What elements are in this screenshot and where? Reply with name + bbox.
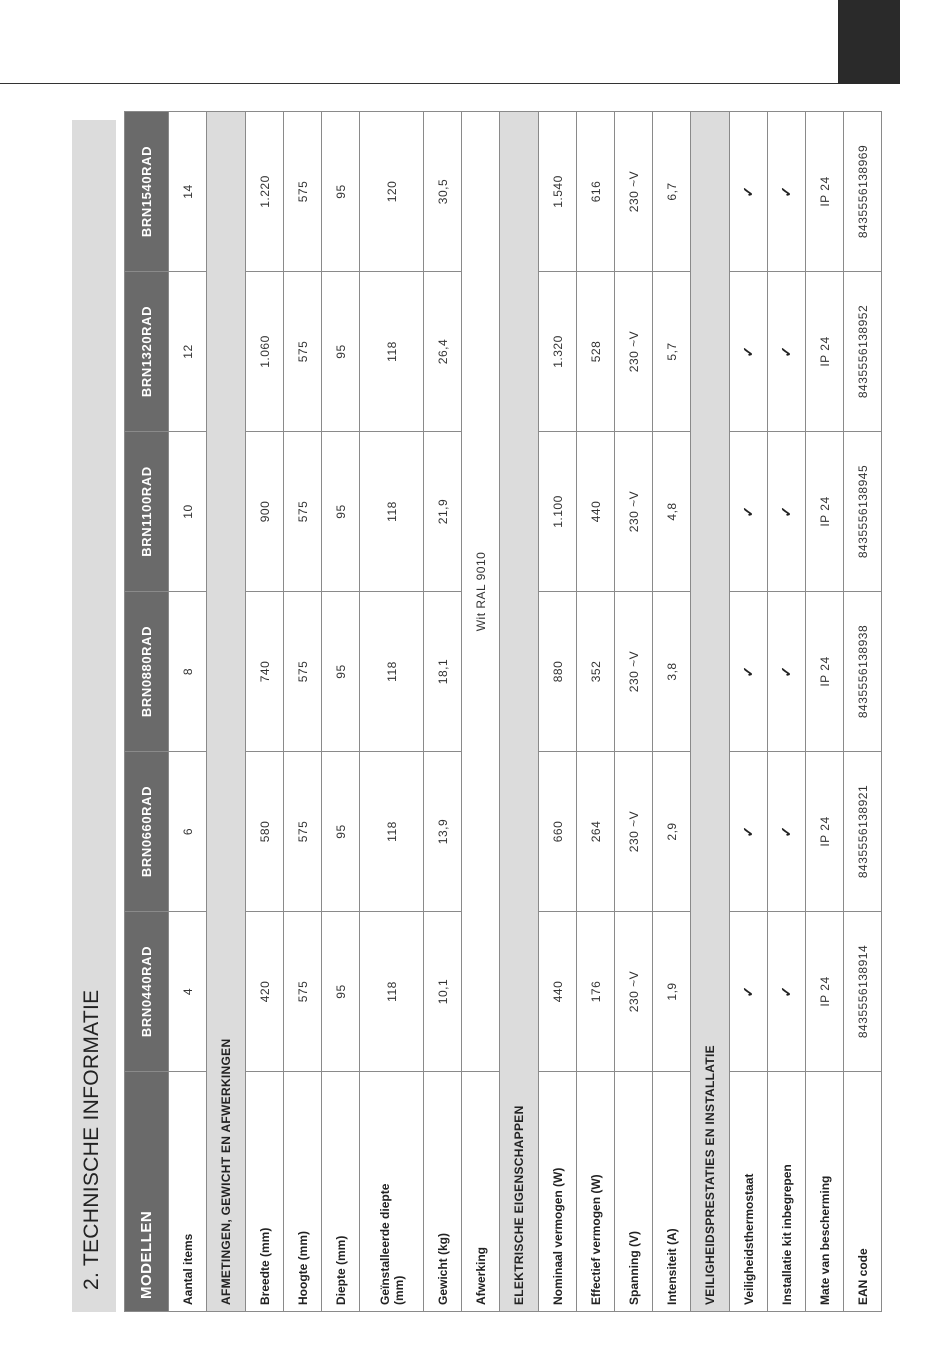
table-cell [768, 432, 806, 592]
checkmark-icon: ✓ [740, 185, 756, 198]
table-cell: 26,4 [424, 272, 462, 432]
section-header: ELEKTRISCHE EIGENSCHAPPEN [500, 112, 539, 1312]
table-cell: 660 [539, 752, 577, 912]
table-row [577, 112, 615, 1312]
table-cell: 14 [169, 112, 207, 272]
table-cell: 10,1 [424, 912, 462, 1072]
table-cell: 8435556138952 [844, 272, 882, 432]
table-cell: 5,7 [653, 272, 691, 432]
table-cell: 4 [169, 912, 207, 1072]
table-cell: IP 24 [806, 432, 844, 592]
table-cell: 13,9 [424, 752, 462, 912]
table-cell: 580 [246, 752, 284, 912]
spec-table [124, 111, 882, 1312]
table-cell: 230 ~V [615, 432, 653, 592]
table-cell: 575 [284, 112, 322, 272]
section-row [691, 112, 730, 1312]
table-cell: 1.100 [539, 432, 577, 592]
table-cell: 440 [577, 432, 615, 592]
table-cell: 1.320 [539, 272, 577, 432]
table-cell: 95 [322, 752, 360, 912]
model-header: BRN0440RAD [125, 912, 169, 1072]
finish-value: Wit RAL 9010 [462, 112, 500, 1072]
table-cell: 900 [246, 432, 284, 592]
table-cell: IP 24 [806, 112, 844, 272]
row-label: EAN code [844, 1072, 882, 1312]
model-header: BRN1320RAD [125, 272, 169, 432]
checkmark-icon: ✓ [778, 985, 794, 998]
row-label: Effectief vermogen (W) [577, 1072, 615, 1312]
table-cell: 740 [246, 592, 284, 752]
table-row [844, 112, 882, 1312]
table-cell: 4,8 [653, 432, 691, 592]
table-cell: 18,1 [424, 592, 462, 752]
table-row [246, 112, 284, 1312]
row-label: Veiligheidsthermostaat [730, 1072, 768, 1312]
table-cell: 118 [360, 752, 424, 912]
table-cell: 1.540 [539, 112, 577, 272]
table-cell: 118 [360, 272, 424, 432]
table-cell: 8435556138938 [844, 592, 882, 752]
table-row [653, 112, 691, 1312]
row-label: Mate van bescherming [806, 1072, 844, 1312]
table-cell: 8435556138921 [844, 752, 882, 912]
checkmark-icon: ✓ [778, 665, 794, 678]
table-cell: 1.060 [246, 272, 284, 432]
table-cell: 95 [322, 272, 360, 432]
checkmark-icon: ✓ [740, 825, 756, 838]
section-header: AFMETINGEN, GEWICHT EN AFWERKINGEN [207, 112, 246, 1312]
table-cell [768, 752, 806, 912]
table-cell: 95 [322, 112, 360, 272]
table-cell: IP 24 [806, 912, 844, 1072]
top-rule [0, 83, 900, 84]
table-cell: 230 ~V [615, 752, 653, 912]
row-label-line: (mm) [391, 1275, 406, 1305]
row-label: Intensiteit (A) [653, 1072, 691, 1312]
section-row [500, 112, 539, 1312]
section-row [207, 112, 246, 1312]
table-cell: 6,7 [653, 112, 691, 272]
table-cell: 440 [539, 912, 577, 1072]
row-label: Hoogte (mm) [284, 1072, 322, 1312]
table-row [806, 112, 844, 1312]
table-cell: 264 [577, 752, 615, 912]
table-cell [768, 112, 806, 272]
table-cell: 230 ~V [615, 272, 653, 432]
table-cell: 118 [360, 912, 424, 1072]
table-cell: 528 [577, 272, 615, 432]
table-cell: 1.220 [246, 112, 284, 272]
row-label: Gewicht (kg) [424, 1072, 462, 1312]
table-cell [730, 112, 768, 272]
table-row [360, 112, 424, 1312]
row-label: Spanning (V) [615, 1072, 653, 1312]
row-label: Afwerking [462, 1072, 500, 1312]
table-cell: 575 [284, 912, 322, 1072]
table-cell: 575 [284, 272, 322, 432]
checkmark-icon: ✓ [778, 505, 794, 518]
row-label: Aantal items [169, 1072, 207, 1312]
row-label: Nominaal vermogen (W) [539, 1072, 577, 1312]
table-cell: 575 [284, 752, 322, 912]
rotated-page-content [72, 120, 908, 1312]
table-cell [730, 432, 768, 592]
models-header: MODELLEN [125, 1072, 169, 1312]
table-row [322, 112, 360, 1312]
row-label [360, 1072, 424, 1312]
table-row [169, 112, 207, 1312]
checkmark-icon: ✓ [740, 505, 756, 518]
table-cell [768, 272, 806, 432]
section-title-band [72, 120, 116, 1312]
checkmark-icon: ✓ [778, 345, 794, 358]
table-cell: 6 [169, 752, 207, 912]
page-corner-tab [838, 0, 900, 84]
checkmark-icon: ✓ [778, 185, 794, 198]
row-label: Breedte (mm) [246, 1072, 284, 1312]
checkmark-icon: ✓ [740, 345, 756, 358]
checkmark-icon: ✓ [740, 665, 756, 678]
model-header: BRN0880RAD [125, 592, 169, 752]
header-row [125, 112, 169, 1312]
table-cell: 12 [169, 272, 207, 432]
table-row [539, 112, 577, 1312]
table-cell: 880 [539, 592, 577, 752]
table-cell [730, 592, 768, 752]
table-cell: 95 [322, 592, 360, 752]
table-cell: 176 [577, 912, 615, 1072]
table-cell: 8435556138969 [844, 112, 882, 272]
section-header: VEILIGHEIDSPRESTATIES EN INSTALLATIE [691, 112, 730, 1312]
table-row [284, 112, 322, 1312]
table-cell: 230 ~V [615, 112, 653, 272]
row-label: Installatie kit inbegrepen [768, 1072, 806, 1312]
table-cell: 95 [322, 432, 360, 592]
table-cell: 8435556138945 [844, 432, 882, 592]
table-row [730, 112, 768, 1312]
table-cell: IP 24 [806, 592, 844, 752]
table-cell: 95 [322, 912, 360, 1072]
table-cell: 575 [284, 592, 322, 752]
table-cell: 575 [284, 432, 322, 592]
table-cell: IP 24 [806, 752, 844, 912]
table-row [462, 112, 500, 1312]
table-cell [768, 592, 806, 752]
table-cell: 616 [577, 112, 615, 272]
table-cell: 8435556138914 [844, 912, 882, 1072]
table-cell: IP 24 [806, 272, 844, 432]
row-label-line: Geïnstalleerde diepte [377, 1183, 392, 1305]
table-cell: 230 ~V [615, 912, 653, 1072]
table-row [424, 112, 462, 1312]
row-label: Diepte (mm) [322, 1072, 360, 1312]
table-cell: 8 [169, 592, 207, 752]
table-cell: 120 [360, 112, 424, 272]
table-cell: 118 [360, 432, 424, 592]
table-cell: 3,8 [653, 592, 691, 752]
model-header: BRN0660RAD [125, 752, 169, 912]
table-cell: 1,9 [653, 912, 691, 1072]
table-cell: 30,5 [424, 112, 462, 272]
table-row [615, 112, 653, 1312]
page-title: 2. TECHNISCHE INFORMATIE [80, 989, 103, 1290]
table-cell: 118 [360, 592, 424, 752]
table-cell: 420 [246, 912, 284, 1072]
table-cell [768, 912, 806, 1072]
model-header: BRN1100RAD [125, 432, 169, 592]
model-header: BRN1540RAD [125, 112, 169, 272]
checkmark-icon: ✓ [740, 985, 756, 998]
table-cell: 2,9 [653, 752, 691, 912]
checkmark-icon: ✓ [778, 825, 794, 838]
table-cell: 230 ~V [615, 592, 653, 752]
table-cell [730, 752, 768, 912]
table-cell [730, 912, 768, 1072]
table-cell: 21,9 [424, 432, 462, 592]
table-cell [730, 272, 768, 432]
table-cell: 10 [169, 432, 207, 592]
table-row [768, 112, 806, 1312]
table-cell: 352 [577, 592, 615, 752]
